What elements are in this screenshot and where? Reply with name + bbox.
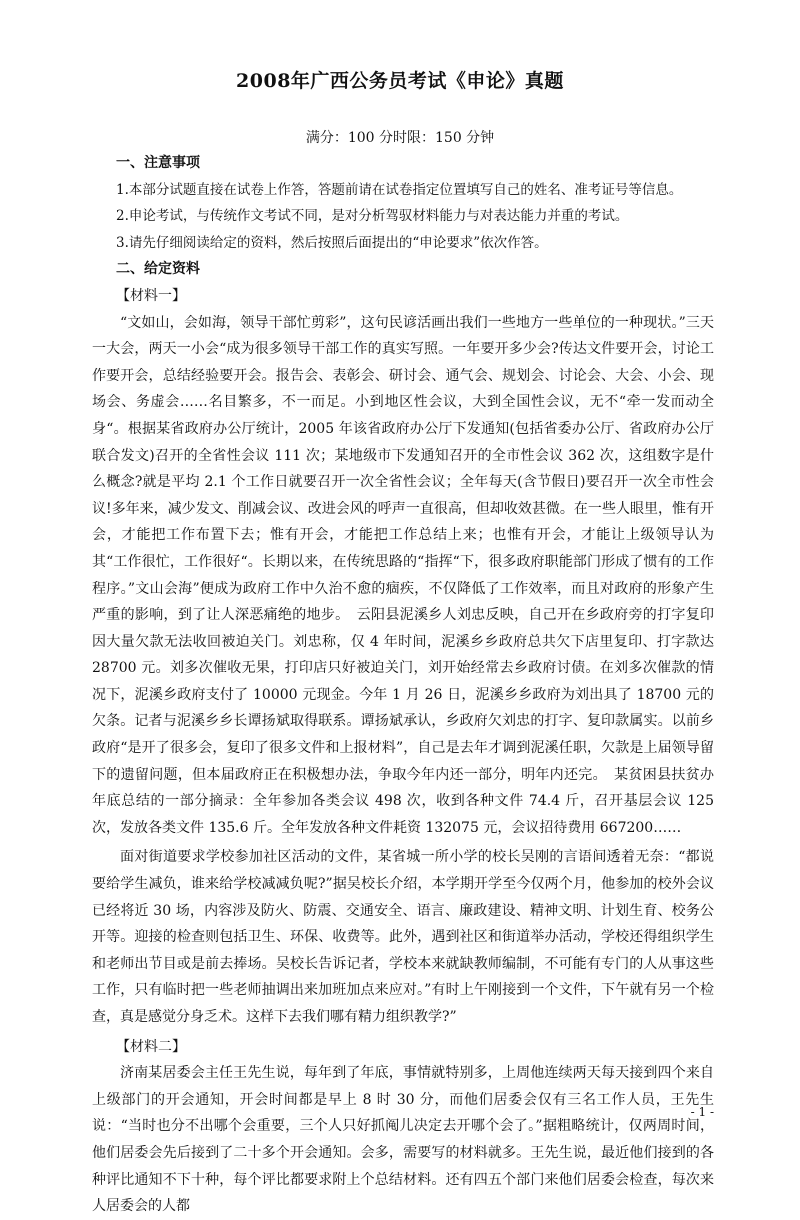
note-item-3: 3.请先仔细阅读给定的资料，然后按照后面提出的“申论要求”依次作答。	[116, 234, 548, 251]
material-1-paragraph-2: 面对街道要求学校参加社区活动的文件，某省城一所小学的校长吴刚的言语间透着无奈：“都说要给学生减负，谁来给学校减减负呢?”据吴校长介绍，本学期开学至今仅两个月，他参加的校外会议已经将近 30 场，内容涉及防火、防震、交通安全、语言、廉政建设、精神文明、计划生育、校务公开等。迎接的检查则包括卫生、环保、收费等。此外，遇到社区和街道举办活动，学校还得组织学生和老师出节目或是前去捧场。吴校长告诉记者，学校本来就缺教师编制，不可能有专门的人从事这些工作，只有临时把一些老师抽调出来加班加点来应对。”有时上午刚接到一个文件，下午就有另一个检查，真是感觉分身乏术。这样下去我们哪有精力组织教学?”	[92, 849, 714, 1025]
document-body	[92, 150, 714, 1220]
note-item-1: 1.本部分试题直接在试卷上作答，答题前请在试卷指定位置填写自己的姓名、准考证号等信息。	[116, 181, 683, 198]
exam-meta: 满分：100 分时限：150 分钟	[305, 130, 495, 146]
material-1-paragraph-1: “文如山，会如海，领导干部忙剪彩”，这句民谚活画出我们一些地方一些单位的一种现状。”三天一大会，两天一小会“成为很多领导干部工作的真实写照。一年要开多少会?传达文件要开会，讨论工作要开会，总结经验要开会。报告会、表彰会、研讨会、通气会、规划会、讨论会、大会、小会、现场会、务虚会……名目繁多，不一而足。小到地区性会议，大到全国性会议，无不“牵一发而动全身“。根据某省政府办公厅统计，2005 年该省政府办公厅下发通知(包括省委办公厅、省政府办公厅联合发文)召开的全省性会议 111 次；某地级市下发通知召开的全市性会议 362 次，这组数字是什么概念?就是平均 2.1 个工作日就要召开一次全省性会议；全年每天(含节假日)要召开一次全市性会议!多年来，减少发文、削减会议、改进会风的呼声一直很高，但却收效甚微。在一些人眼里，惟有开会，才能把工作布置下去；惟有开会，才能把工作总结上来；也惟有开会，才能让上级领导认为其“工作很忙，工作很好“。长期以来，在传统思路的“指挥“下，很多政府职能部门形成了惯有的工作程序。”文山会海”便成为政府工作中久治不愈的痼疾，不仅降低了工作效率，而且对政府的形象产生严重的影响，到了让人深恶痛绝的地步。 云阳县泥溪乡人刘忠反映，自己开在乡政府旁的打字复印因大量欠款无法收回被迫关门。刘忠称，仅 4 年时间，泥溪乡乡政府总共欠下店里复印、打字款达 28700 元。刘多次催收无果，打印店只好被迫关门，刘开始经常去乡政府讨债。在刘多次催款的情况下，泥溪乡政府支付了 10000 元现金。今年 1 月 26 日，泥溪乡乡政府为刘出具了 18700 元的欠条。记者与泥溪乡乡长谭扬斌取得联系。谭扬斌承认，乡政府欠刘忠的打字、复印款属实。以前乡政府“是开了很多会，复印了很多文件和上报材料”，自己是去年才调到泥溪任职，欠款是上届领导留下的遗留问题，但本届政府正在积极想办法，争取今年内还一部分，明年内还完。 某贫困县扶贫办年底总结的一部分摘录：全年参加各类会议 498 次，收到各种文件 74.4 斤，召开基层会议 125 次，发放各类文件 135.6 斤。全年发放各种文件耗资 132075 元，会议招待费用 667200……	[92, 314, 714, 836]
section-heading-notes: 一、注意事项	[116, 155, 200, 171]
page-number: - 1 -	[690, 1105, 714, 1119]
note-item-2: 2.申论考试，与传统作文考试不同，是对分析驾驭材料能力与对表达能力并重的考试。	[116, 208, 629, 225]
section-heading-materials: 二、给定资料	[116, 261, 200, 278]
material-2-paragraph-1: 济南某居委会主任王先生说，每年到了年底，事情就特别多，上周他连续两天每天接到四个来自上级部门的开会通知，开会时间都是早上 8 时 30 分，而他们居委会仅有三名工作人员，王先生说：“当时也分不出哪个会重要，三个人只好抓阄儿决定去开哪个会了。”据粗略统计，仅两周时间，他们居委会先后接到了二十多个开会通知。会多，需要写的材料就多。王先生说，最近他们接到的各种评比通知不下十种，每个评比都要求附上个总结材料。还有四五个部门来他们居委会检查，每次来人居委会的人都	[92, 1065, 714, 1215]
material-1-label: 【材料一】	[116, 287, 186, 304]
page-title: 2008年广西公务员考试《申论》真题	[236, 70, 564, 92]
material-2-label: 【材料二】	[116, 1038, 186, 1055]
